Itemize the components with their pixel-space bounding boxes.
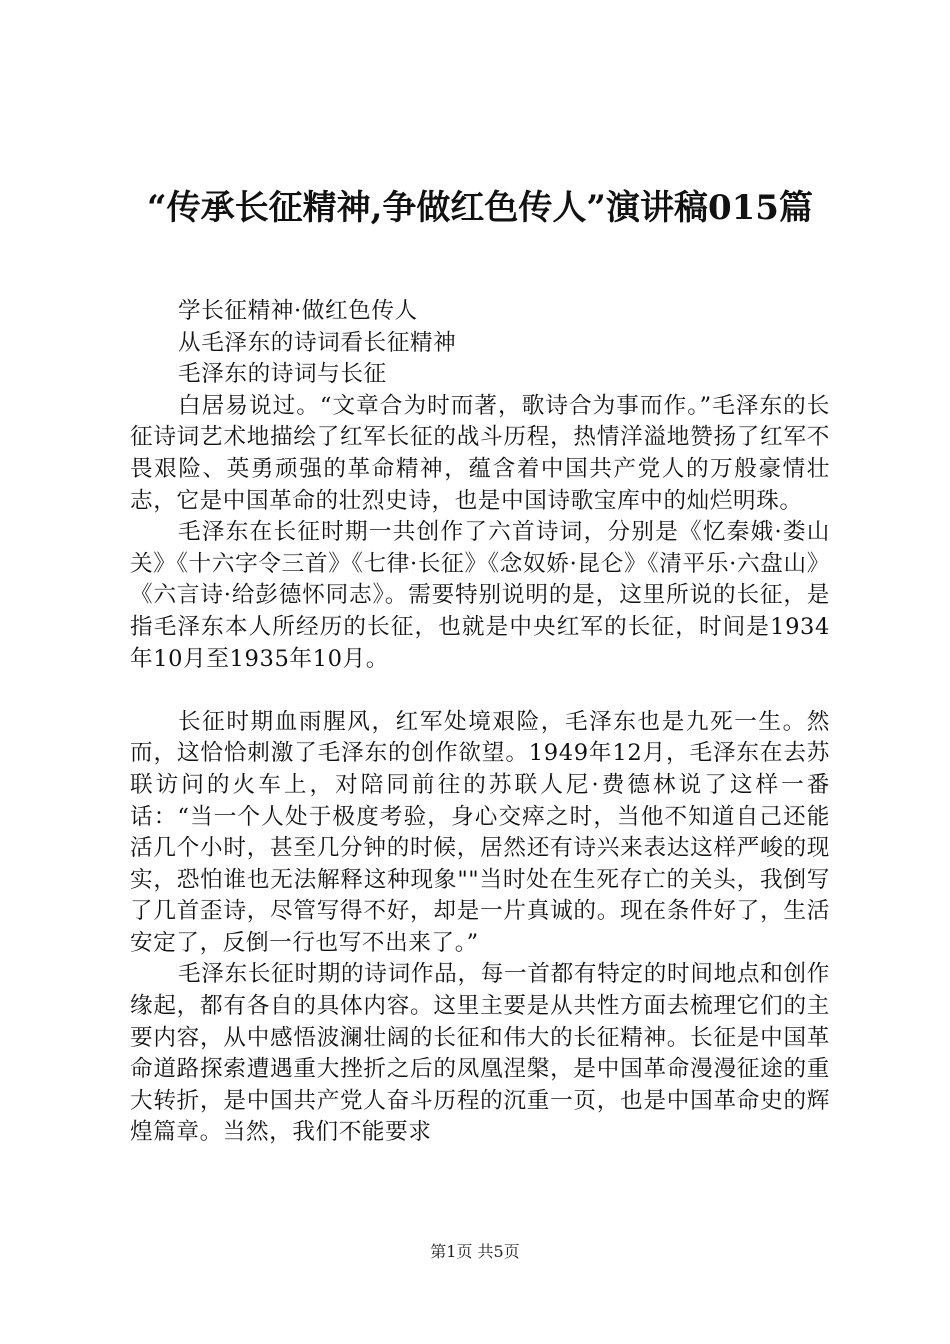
paragraph-2: 毛泽东在长征时期一共创作了六首诗词，分别是《忆秦娥·娄山关》《十六字令三首》《七律·长征》《念奴娇·昆仑》《清平乐·六盘山》《六言诗·给彭德怀同志》。需要特别说明的是，这里所说的长征，是指毛泽东本人所经历的长征，也就是中央红军的长征，时间是1934年10月至1935年10月。 — [130, 519, 830, 672]
paragraph-3: 长征时期血雨腥风，红军处境艰险，毛泽东也是九死一生。然而，这恰恰刺激了毛泽东的创作欲望。1949年12月，毛泽东在去苏联访问的火车上，对陪同前往的苏联人尼·费德林说了这样一番话：“当一个人处于极度考验，身心交瘁之时，当他不知道自己还能活几个小时，甚至几分钟的时候，居然还有诗兴来表达这样严峻的现实，恐怕谁也无法解释这种现象""当时处在生死存亡的关头，我倒写了几首歪诗，尽管写得不好，却是一片真诚的。现在条件好了，生活安定了，反倒一行也写不出来了。” — [130, 708, 830, 956]
subtitle-3: 毛泽东的诗词与长征 — [178, 361, 387, 388]
subtitle-2: 从毛泽东的诗词看长征精神 — [178, 329, 457, 356]
paragraph-1: 白居易说过。“文章合为时而著，歌诗合为事而作。”毛泽东的长征诗词艺术地描绘了红军长征的战斗历程，热情洋溢地赞扬了红军不畏艰险、英勇顽强的革命精神，蕴含着中国共产党人的万般豪情壮志，它是中国革命的壮烈史诗，也是中国诗歌宝库中的灿烂明珠。 — [130, 392, 830, 514]
subtitle-1: 学长征精神·做红色传人 — [178, 298, 418, 324]
page-footer: 第1页 共5页 — [430, 1242, 520, 1261]
document-body — [130, 296, 830, 1149]
page-title: “传承长征精神,争做红色传人”演讲稿015篇 — [147, 188, 813, 228]
paragraph-4: 毛泽东长征时期的诗词作品，每一首都有特定的时间地点和创作缘起，都有各自的具体内容。这里主要是从共性方面去梳理它们的主要内容，从中感悟波澜壮阔的长征和伟大的长征精神。长征是中国革命道路探索遭遇重大挫折之后的凤凰涅槃，是中国革命漫漫征途的重大转折，是中国共产党人奋斗历程的沉重一页，也是中国革命史的辉煌篇章。当然，我们不能要求 — [130, 961, 830, 1146]
paragraph-spacer — [130, 675, 830, 707]
